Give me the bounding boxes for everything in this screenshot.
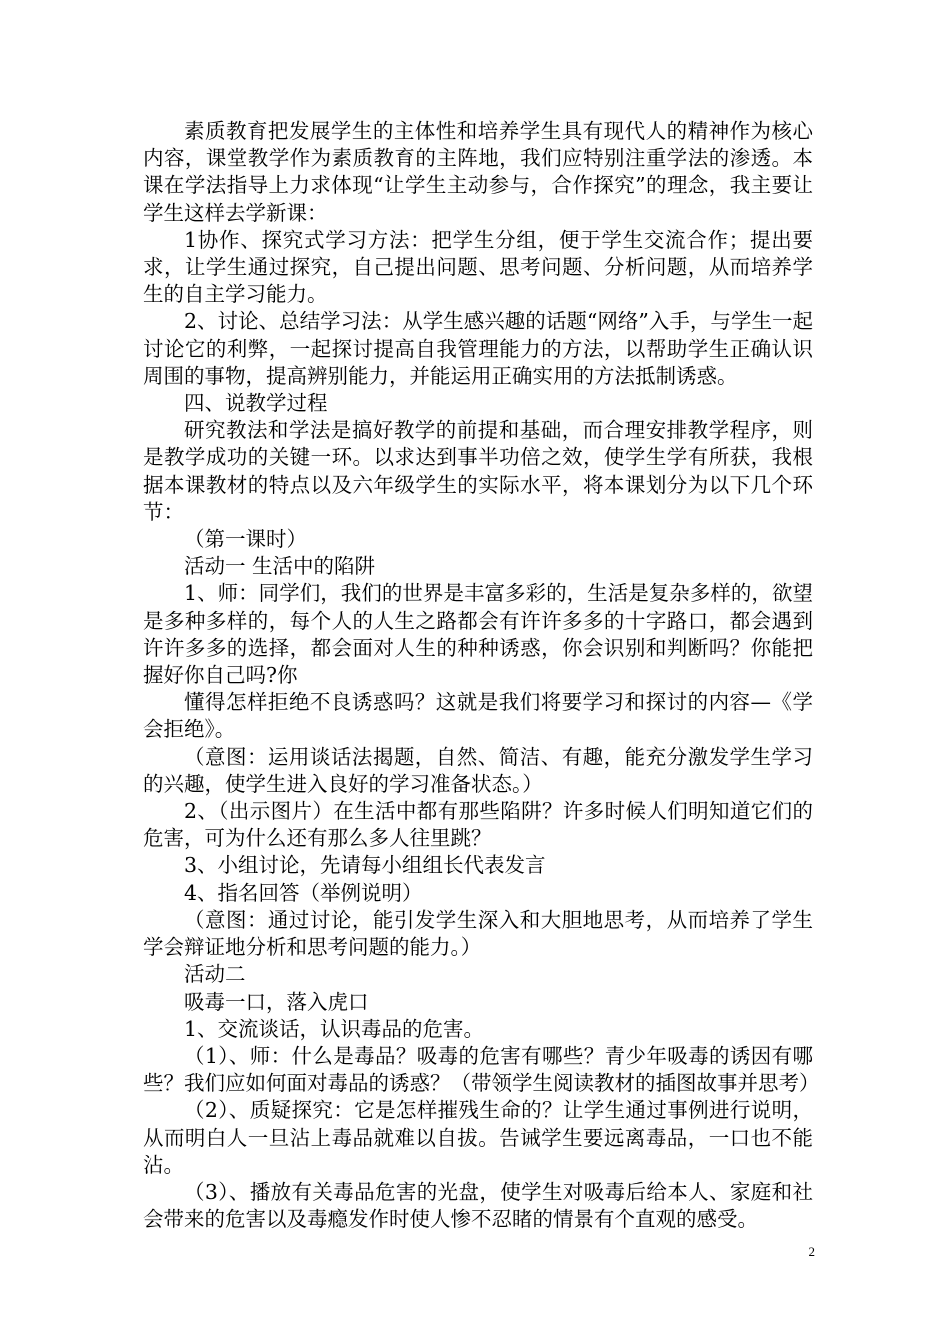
paragraph-activity-two-sub-2: （2）、质疑探究：它是怎样摧残生命的？让学生通过事例进行说明，从而明白人一旦沾上毒品就难以自拔。告诫学生要远离毒品，一口也不能沾。 [143,1098,813,1177]
activity-two-subtitle: 吸毒一口，落入虎口 [184,989,369,1014]
activity-one-title: 活动一 生活中的陷阱 [184,554,376,579]
paragraph-activity-two-sub-1: （1）、师：什么是毒品？吸毒的危害有哪些？青少年吸毒的诱因有哪些？我们应如何面对毒品的诱惑？（带领学生阅读教材的插图故事并思考） [143,1043,820,1096]
paragraph-intent-1: （意图：运用谈话法揭题，自然、简洁、有趣，能充分激发学生学习的兴趣，使学生进入良好的学习准备状态。） [143,744,813,796]
page-number: 2 [808,1244,815,1259]
paragraph-activity-two-step-1: 1、交流谈话，认识毒品的危害。 [184,1016,485,1041]
lesson-label: （第一课时） [184,527,307,552]
paragraph-process-intro: 研究教法和学法是搞好教学的前提和基础，而合理安排教学程序，则是教学成功的关键一环。以求达到事半功倍之效，使学生学有所获，我根据本课教材的特点以及六年级学生的实际水平，将本课划分为以下几个环节： [143,418,813,524]
document-body [143,118,820,1233]
paragraph-method-2: 2、讨论、总结学习法：从学生感兴趣的话题“网络”入手，与学生一起讨论它的利弊，一起探讨提高自我管理能力的方法，以帮助学生正确认识周围的事物，提高辨别能力，并能运用正确实用的方法抵制诱惑。 [143,309,813,388]
paragraph-activity-one-step-1-cont: 懂得怎样拒绝不良诱惑吗？这就是我们将要学习和探讨的内容—《学会拒绝》。 [143,690,813,742]
paragraph-activity-one-step-1: 1、师：同学们，我们的世界是丰富多彩的，生活是复杂多样的，欲望是多种多样的，每个人的人生之路都会有许许多多的十字路口，都会遇到许许多多的选择，都会面对人生的种种诱惑，你会识别和判断吗？你能把握好你自己吗?你 [143,581,813,688]
paragraph-activity-one-step-3: 3、小组讨论，先请每小组组长代表发言 [184,853,546,878]
activity-two-title: 活动二 [184,962,246,987]
paragraph-activity-one-step-4: 4、指名回答（举例说明） [184,880,423,905]
paragraph-activity-one-step-2: 2、（出示图片）在生活中都有那些陷阱？许多时候人们明知道它们的危害，可为什么还有那么多人往里跳？ [143,799,813,851]
paragraph-intro: 素质教育把发展学生的主体性和培养学生具有现代人的精神作为核心内容，课堂教学作为素质教育的主阵地，我们应特别注重学法的渗透。本课在学法指导上力求体现“让学生主动参与，合作探究”的理念，我主要让学生这样去学新课： [143,119,813,225]
section-heading: 四、说教学过程 [184,391,328,416]
paragraph-intent-2: （意图：通过讨论，能引发学生深入和大胆地思考，从而培养了学生学会辩证地分析和思考问题的能力。） [143,907,813,960]
paragraph-method-1: 1协作、探究式学习方法：把学生分组，便于学生交流合作；提出要求，让学生通过探究，自己提出问题、思考问题、分析问题，从而培养学生的自主学习能力。 [143,227,813,307]
paragraph-activity-two-sub-3: （3）、播放有关毒品危害的光盘，使学生对吸毒后给本人、家庭和社会带来的危害以及毒瘾发作时使人惨不忍睹的情景有个直观的感受。 [143,1179,813,1232]
